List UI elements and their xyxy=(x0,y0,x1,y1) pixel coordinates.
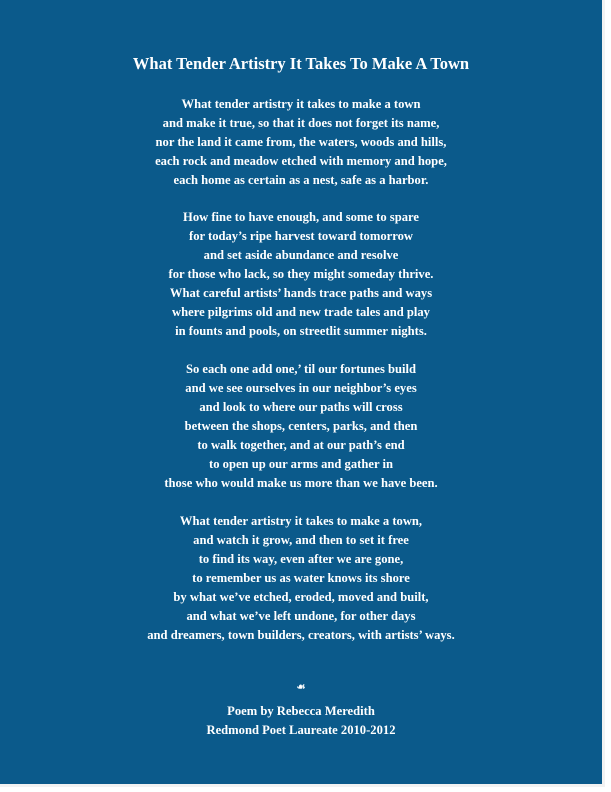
poem-line: by what we’ve etched, eroded, moved and built, xyxy=(173,590,429,604)
poem-title: What Tender Artistry It Takes To Make A Town xyxy=(132,54,470,73)
poem-line: and we see ourselves in our neighbor’s eyes xyxy=(185,381,417,395)
poem-line: What tender artistry it takes to make a town xyxy=(181,97,421,111)
author-credit: Poem by Rebecca Meredith xyxy=(227,704,375,718)
poem-line: and what we’ve left undone, for other days xyxy=(186,609,416,623)
poem-line: and watch it grow, and then to set it free xyxy=(193,533,409,547)
author-role: Redmond Poet Laureate 2010-2012 xyxy=(206,723,396,737)
poem-line: each home as certain as a nest, safe as a harbor. xyxy=(173,173,429,187)
poem-line: and set aside abundance and resolve xyxy=(203,248,399,262)
poem-line: and make it true, so that it does not forget its name, xyxy=(162,116,440,130)
stanza-2 xyxy=(0,208,602,341)
poem-line: How fine to have enough, and some to spare xyxy=(183,210,419,224)
poem-line: those who would make us more than we have been. xyxy=(164,476,438,490)
poem-line: each rock and meadow etched with memory and hope, xyxy=(155,154,447,168)
poem-line: to open up our arms and gather in xyxy=(209,457,393,471)
poem-line: to remember us as water knows its shore xyxy=(192,571,410,585)
poem-line: for those who lack, so they might someday thrive. xyxy=(168,267,434,281)
poem-line: What tender artistry it takes to make a town, xyxy=(179,514,423,528)
poem-line: and look to where our paths will cross xyxy=(199,400,403,414)
poem-line: and dreamers, town builders, creators, with artists’ ways. xyxy=(147,628,455,642)
ornament-icon: ☙ xyxy=(296,682,306,693)
stanza-1 xyxy=(0,95,602,190)
poem-line: nor the land it came from, the waters, woods and hills, xyxy=(155,135,447,149)
poem-line: for today’s ripe harvest toward tomorrow xyxy=(189,229,413,243)
poem-line: So each one add one,’ til our fortunes build xyxy=(185,362,417,376)
stanza-3 xyxy=(0,360,602,493)
poem-line: to walk together, and at our path’s end xyxy=(197,438,405,452)
poem-line: where pilgrims old and new trade tales and play xyxy=(172,305,430,319)
poem-line: in founts and pools, on streetlit summer nights. xyxy=(175,324,427,338)
poem-line: between the shops, centers, parks, and then xyxy=(184,419,418,433)
stanza-4 xyxy=(0,512,602,645)
poem-line: to find its way, even after we are gone, xyxy=(198,552,404,566)
poem-line: What careful artists’ hands trace paths and ways xyxy=(169,286,433,300)
